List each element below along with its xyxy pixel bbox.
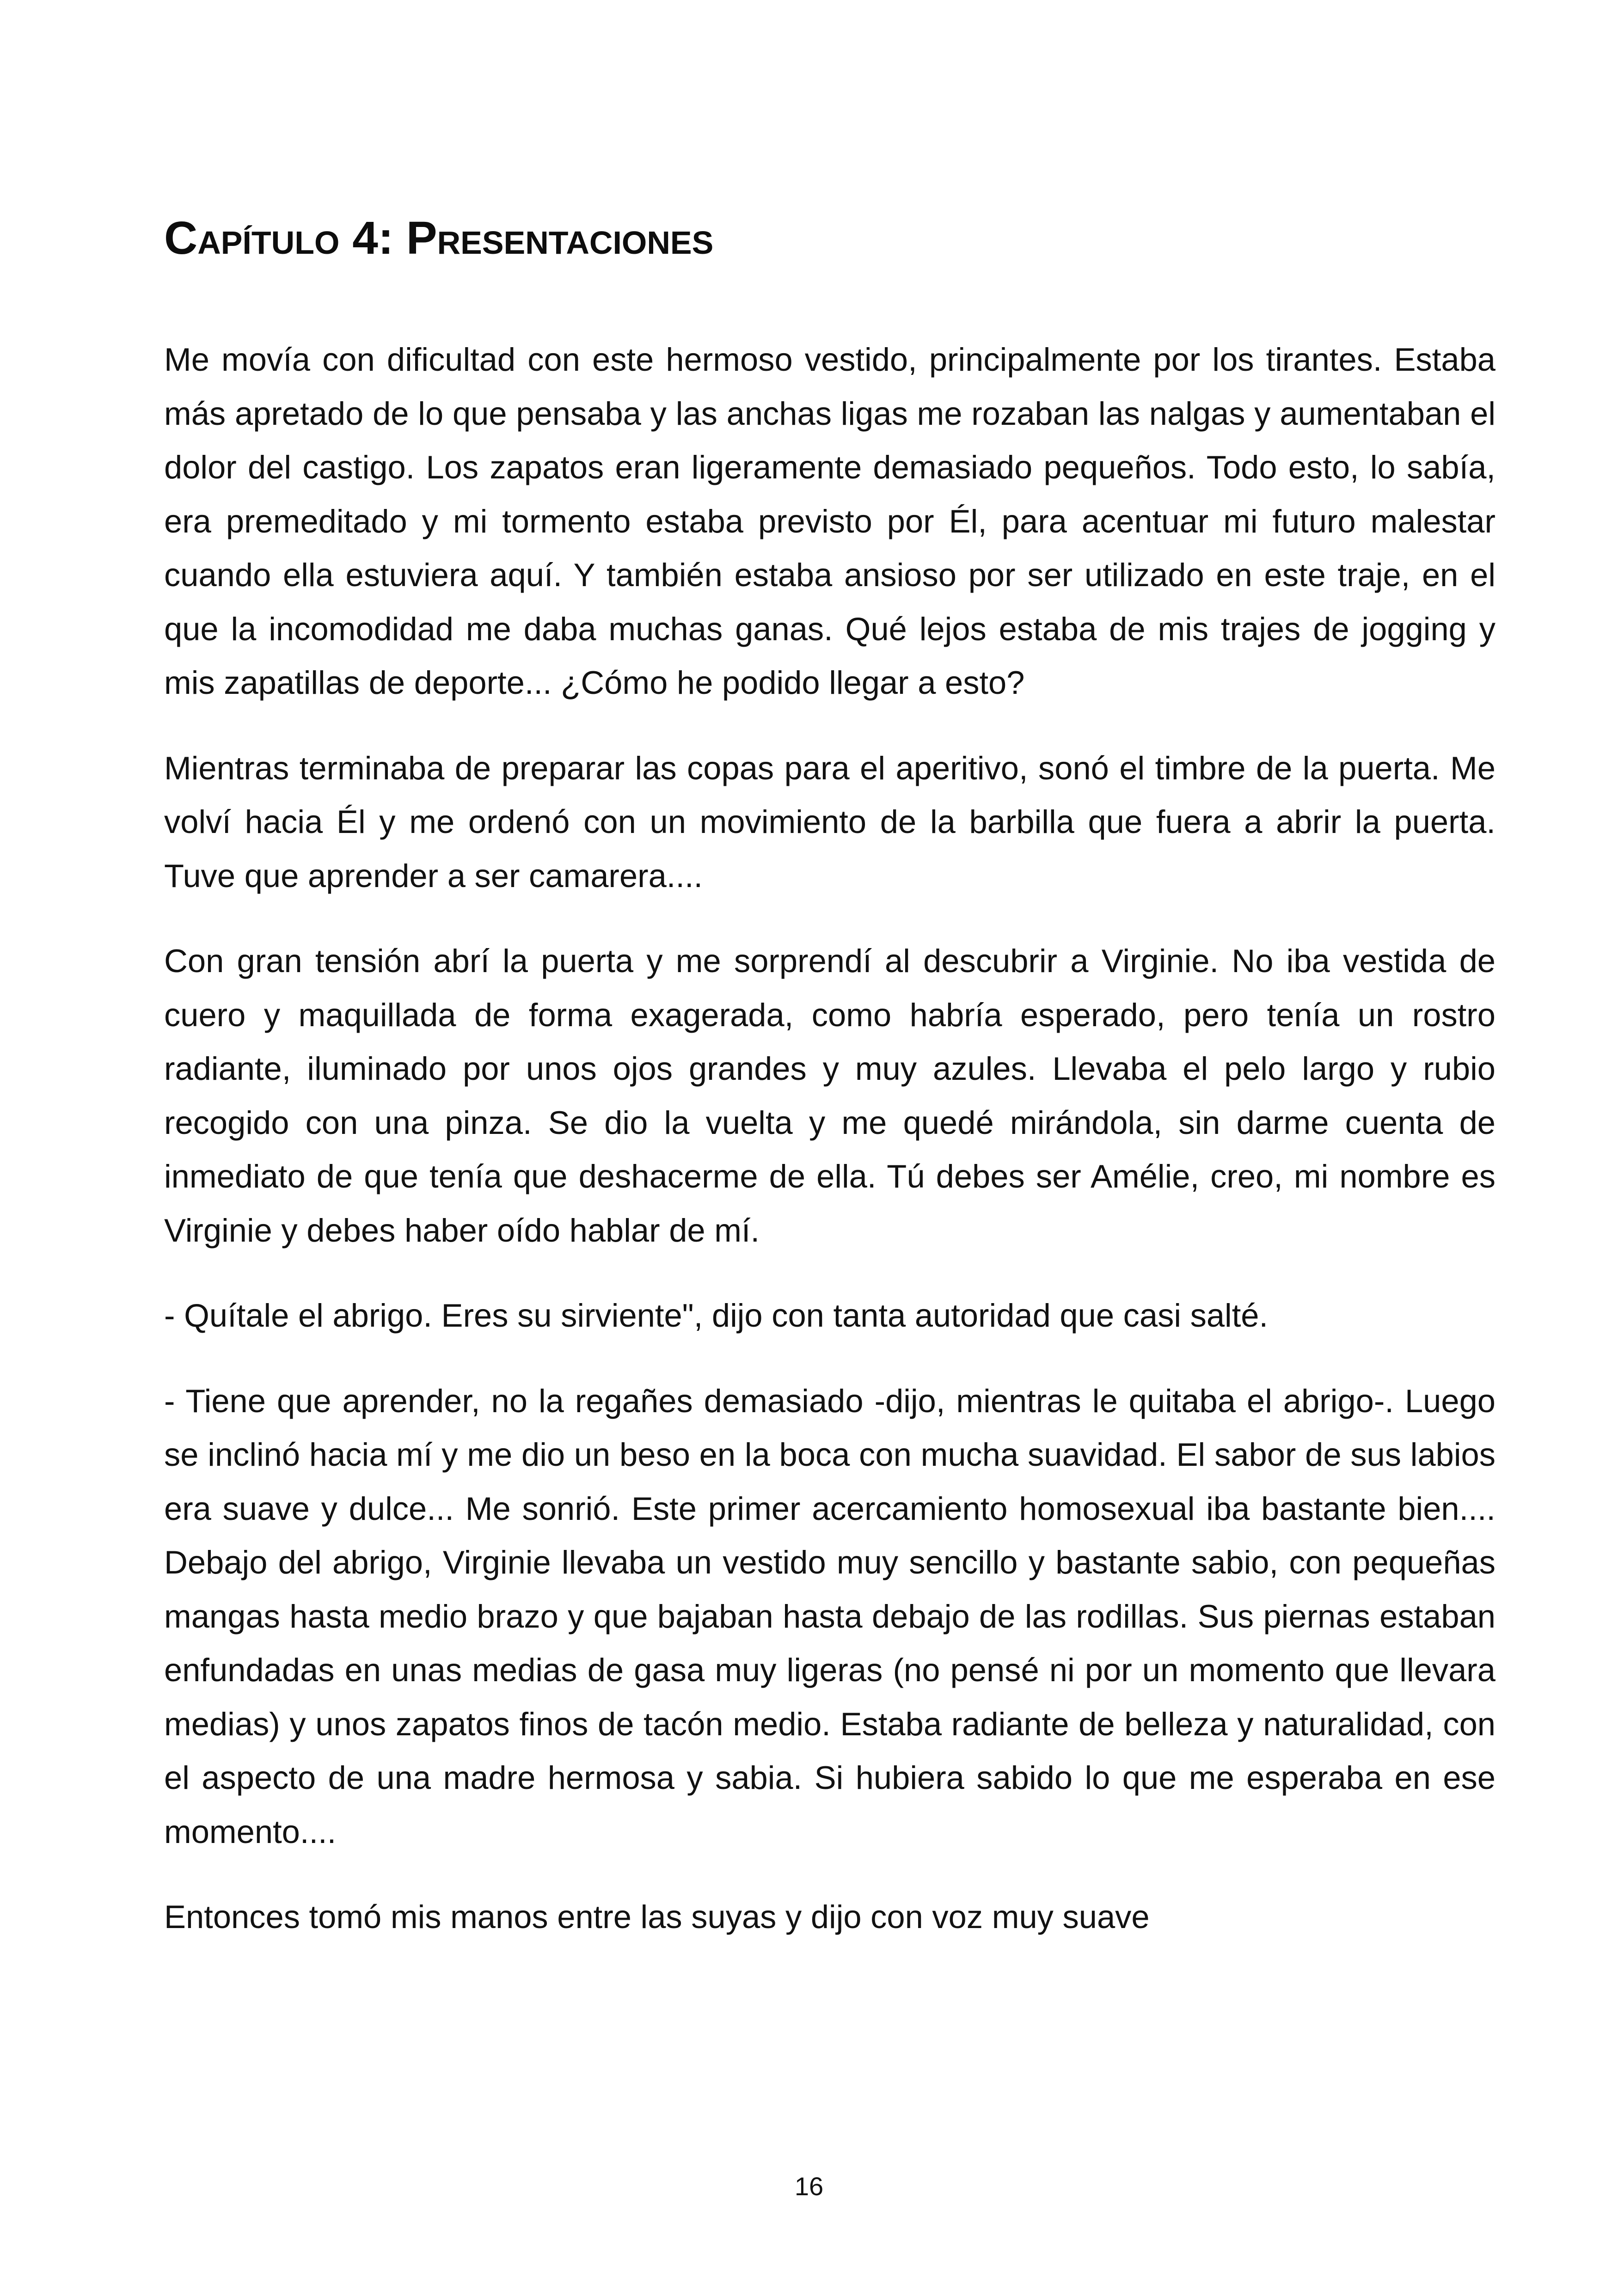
paragraph: Me movía con dificultad con este hermoso vestido, principalmente por los tirantes. Estaba más apretado de lo que pensaba y las anchas ligas me rozaban las nalgas y aumentaban el dolor del castigo. Los zapatos eran ligeramente demasiado pequeños. Todo esto, lo sabía, era premeditado y mi tormento estaba previsto por Él, para acentuar mi futuro malestar cuando ella estuviera aquí. Y también estaba ansioso por ser utilizado en este traje, en el que la incomodidad me daba muchas ganas. Qué lejos estaba de mis trajes de jogging y mis zapatillas de deporte... ¿Cómo he podido llegar a esto? bbox=[164, 341, 1495, 701]
chapter-title: Capítulo 4: Presentaciones bbox=[164, 212, 714, 264]
paragraph: - Quítale el abrigo. Eres su sirviente", dijo con tanta autoridad que casi salté. bbox=[164, 1297, 1269, 1334]
body-text bbox=[164, 333, 1495, 1976]
paragraph: - Tiene que aprender, no la regañes demasiado -dijo, mientras le quitaba el abrigo-. Luego se inclinó hacia mí y me dio un beso en la boca con mucha suavidad. El sabor de sus labios era suave y dulce... Me sonrió. Este primer acercamiento homosexual iba bastante bien.... Debajo del abrigo, Virginie llevaba un vestido muy sencillo y bastante sabio, con pequeñas mangas hasta medio brazo y que bajaban hasta debajo de las rodillas. Sus piernas estaban enfundadas en unas medias de gasa muy ligeras (no pensé ni por un momento que llevara medias) y unos zapatos finos de tacón medio. Estaba radiante de belleza y naturalidad, con el aspecto de una madre hermosa y sabia. Si hubiera sabido lo que me esperaba en ese momento.... bbox=[164, 1382, 1495, 1850]
paragraph: Con gran tensión abrí la puerta y me sorprendí al descubrir a Virginie. No iba vestida de cuero y maquillada de forma exagerada, como habría esperado, pero tenía un rostro radiante, iluminado por unos ojos grandes y muy azules. Llevaba el pelo largo y rubio recogido con una pinza. Se dio la vuelta y me quedé mirándola, sin darme cuenta de inmediato de que tenía que deshacerme de ella. Tú debes ser Amélie, creo, mi nombre es Virginie y debes haber oído hablar de mí. bbox=[164, 943, 1495, 1249]
page-number: 16 bbox=[794, 2172, 824, 2201]
paragraph: Mientras terminaba de preparar las copas para el aperitivo, sonó el timbre de la puerta. Me volví hacia Él y me ordenó con un movimiento de la barbilla que fuera a abrir la puerta. Tuve que aprender a ser camarera.... bbox=[164, 749, 1495, 894]
paragraph: Entonces tomó mis manos entre las suyas y dijo con voz muy suave bbox=[164, 1898, 1150, 1935]
